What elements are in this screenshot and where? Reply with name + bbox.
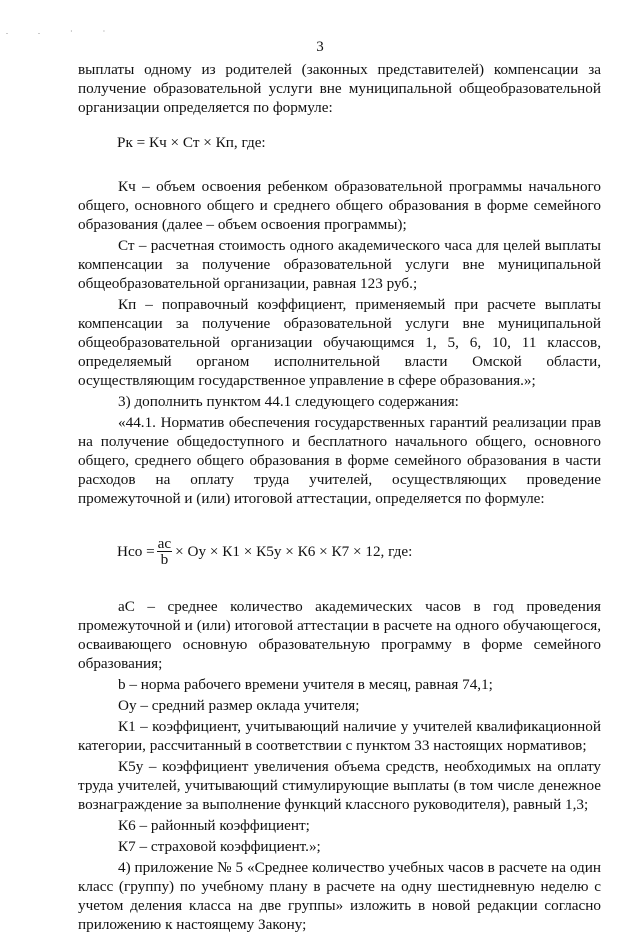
document-body: [78, 60, 601, 934]
formula-nso-rhs: × Оу × К1 × К5у × К6 × К7 × 12, где:: [175, 543, 413, 560]
formula-nso-denominator: b: [160, 551, 169, 568]
page-number: 3: [316, 39, 324, 55]
definition-kch: Кч – объем освоения ребенком образовательной программы начального общего, основного общего и среднего общего образования в форме семейного образования (далее – объем освоения программы);: [78, 178, 601, 233]
formula-nso-lhs: Нсо =: [117, 543, 155, 560]
formula-nso: [78, 536, 601, 567]
definition-b: b – норма рабочего времени учителя в месяц, равная 74,1;: [118, 676, 493, 693]
definition-k1: К1 – коэффициент, учитывающий наличие у учителей квалификационной категории, рассчитанный в соответствии с пунктом 33 настоящих нормативов;: [78, 718, 601, 754]
definition-oy: Оу – средний размер оклада учителя;: [118, 697, 360, 714]
item-3: 3) дополнить пунктом 44.1 следующего содержания:: [118, 393, 459, 410]
formula-nso-numerator: ас: [157, 535, 172, 552]
definition-ac: аС – среднее количество академических часов в год проведения промежуточной и (или) итоговой аттестации в расчете на одного обучающегося, осваивающего основную образовательную программу в форме семейного образования;: [78, 598, 601, 672]
scan-marks: . . · ·: [6, 27, 120, 36]
definition-k5y: К5у – коэффициент увеличения объема средств, необходимых на оплату труда учителей, учитывающий стимулирующие выплаты (в том числе денежное вознаграждение за выполнение функций классного руководителя), равный 1,3;: [78, 758, 601, 813]
definition-kp: Кп – поправочный коэффициент, применяемый при расчете выплаты компенсации за получение образовательной услуги вне муниципальной общеобразовательной организации обучающимся 1, 5, 6, 10, 11 классов, определяемый органом исполнительной власти Омской области, осуществляющим государственное управление в сфере образования.»;: [78, 296, 601, 389]
item-4: 4) приложение № 5 «Среднее количество учебных часов в расчете на один класс (группу) по учебному плану в расчете на одну шестидневную неделю с учетом деления класса на две группы» изложить в новой редакции согласно приложению к настоящему Закону;: [78, 859, 601, 933]
paragraph-intro: выплаты одному из родителей (законных представителей) компенсации за получение образовательной услуги вне муниципальной общеобразовательной организации определяется по формуле:: [78, 61, 601, 116]
definition-st: Ст – расчетная стоимость одного академического часа для целей выплаты компенсации за получение образовательной услуги вне муниципальной общеобразовательной организации, равная 123 руб.;: [78, 237, 601, 292]
paragraph-44-1: «44.1. Норматив обеспечения государственных гарантий реализации прав на получение общедоступного и бесплатного начального общего, основного общего, среднего общего образования в форме семейного образования в части расходов на оплату труда учителей, осуществляющих проведение промежуточной и (или) итоговой аттестации, определяется по формуле:: [78, 414, 601, 507]
definition-k6: К6 – районный коэффициент;: [118, 817, 310, 834]
formula-rk: Рк = Кч × Ст × Кп, где:: [117, 134, 266, 151]
formula-nso-fraction: [157, 536, 172, 567]
definition-k7: К7 – страховой коэффициент.»;: [118, 838, 321, 855]
